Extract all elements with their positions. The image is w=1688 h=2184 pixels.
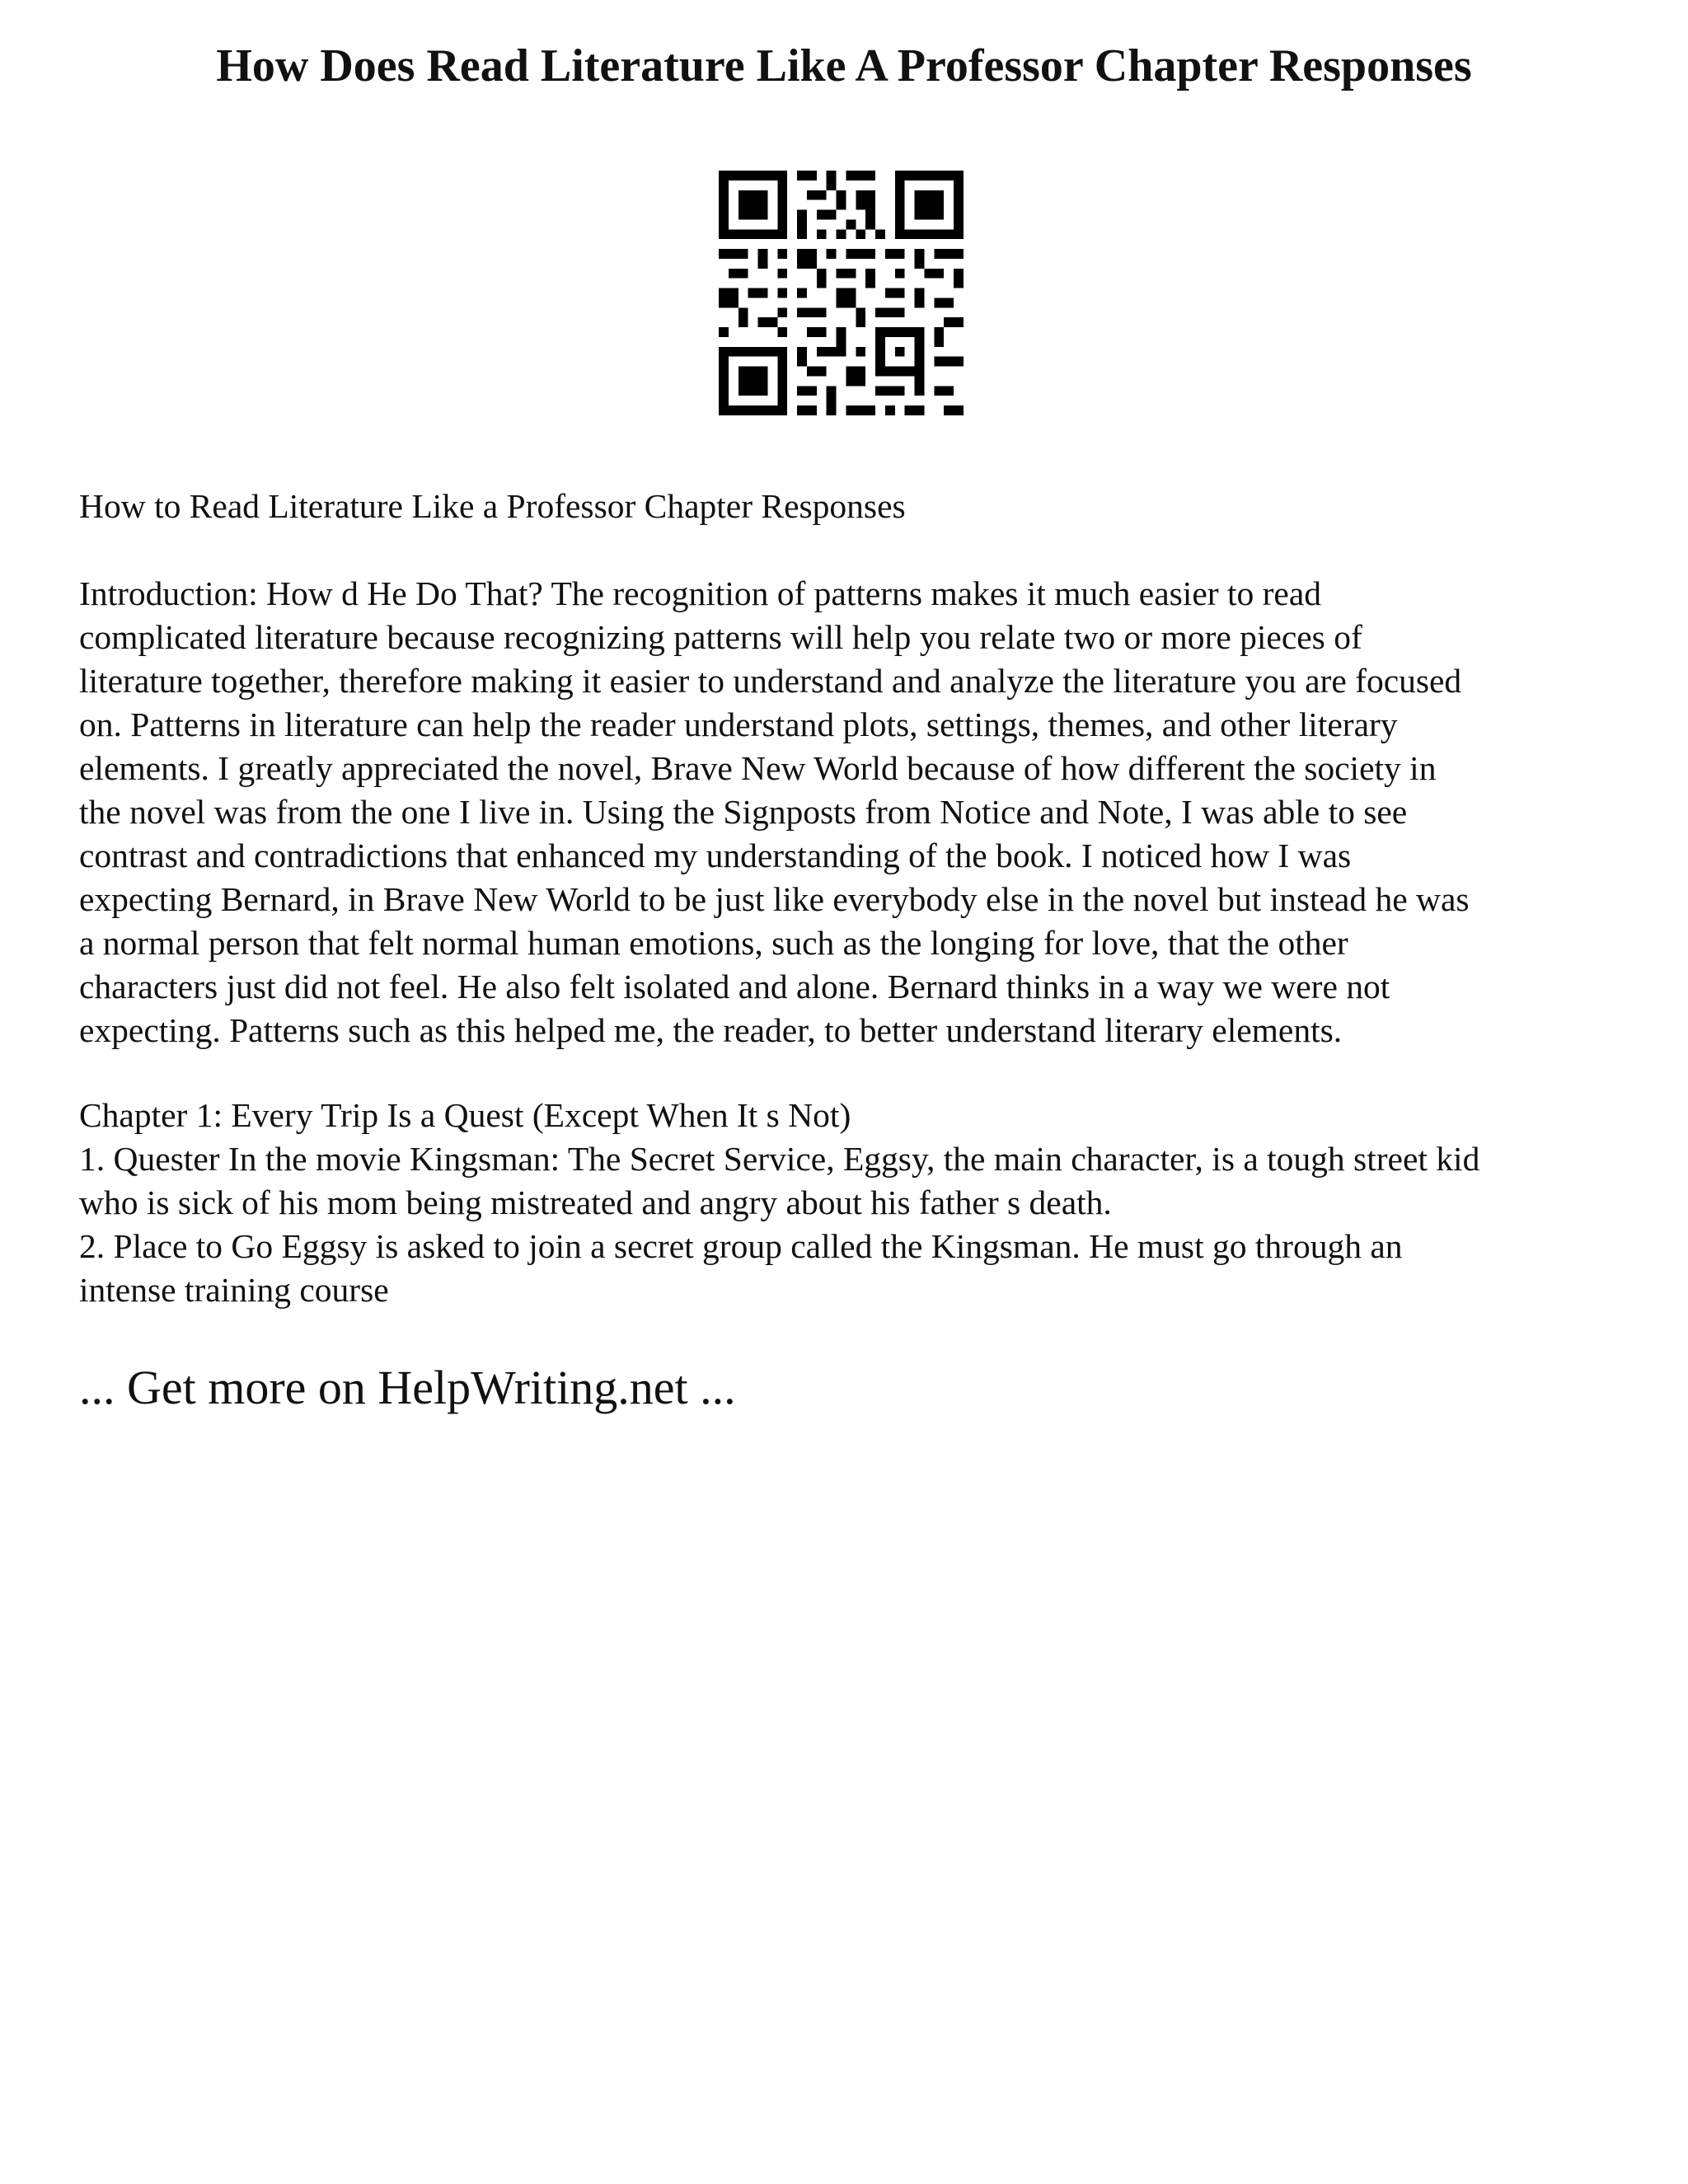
chapter-1-section: [79, 1094, 1629, 1312]
intro-line: complicated literature because recognizing patterns will help you relate two or more pieces of: [79, 618, 1362, 656]
intro-line: on. Patterns in literature can help the reader understand plots, settings, themes, and other literary: [79, 705, 1398, 743]
chapter-line: 1. Quester In the movie Kingsman: The Secret Service, Eggsy, the main character, is a tough street kid: [79, 1140, 1480, 1178]
intro-line: literature together, therefore making it easier to understand and analyze the literature you are focused: [79, 662, 1462, 700]
intro-line: Introduction: How d He Do That? The recognition of patterns makes it much easier to read: [79, 574, 1322, 612]
document-title: How Does Read Literature Like A Professor Chapter Responses: [216, 40, 1472, 91]
get-more-link[interactable]: ... Get more on HelpWriting.net ...: [79, 1361, 736, 1414]
chapter-line: who is sick of his mom being mistreated and angry about his father s death.: [79, 1183, 1112, 1221]
intro-line: a normal person that felt normal human emotions, such as the longing for love, that the other: [79, 924, 1348, 962]
intro-line: the novel was from the one I live in. Using the Signposts from Notice and Note, I was able to see: [79, 793, 1408, 831]
chapter-heading: Chapter 1: Every Trip Is a Quest (Except When It s Not): [79, 1096, 851, 1134]
chapter-line: 2. Place to Go Eggsy is asked to join a secret group called the Kingsman. He must go through an: [79, 1227, 1403, 1265]
intro-line: expecting Bernard, in Brave New World to be just like everybody else in the novel but instead he was: [79, 880, 1470, 918]
intro-line: contrast and contradictions that enhanced my understanding of the book. I noticed how I was: [79, 837, 1352, 874]
qr-code-icon: [719, 171, 964, 415]
document-subtitle: How to Read Literature Like a Professor Chapter Responses: [79, 487, 906, 525]
intro-line: characters just did not feel. He also felt isolated and alone. Bernard thinks in a way we were not: [79, 968, 1390, 1005]
intro-line: expecting. Patterns such as this helped me, the reader, to better understand literary elements.: [79, 1011, 1343, 1049]
introduction-paragraph: [79, 572, 1629, 1052]
intro-line: elements. I greatly appreciated the novel, Brave New World because of how different the society in: [79, 749, 1437, 787]
chapter-line: intense training course: [79, 1271, 389, 1309]
